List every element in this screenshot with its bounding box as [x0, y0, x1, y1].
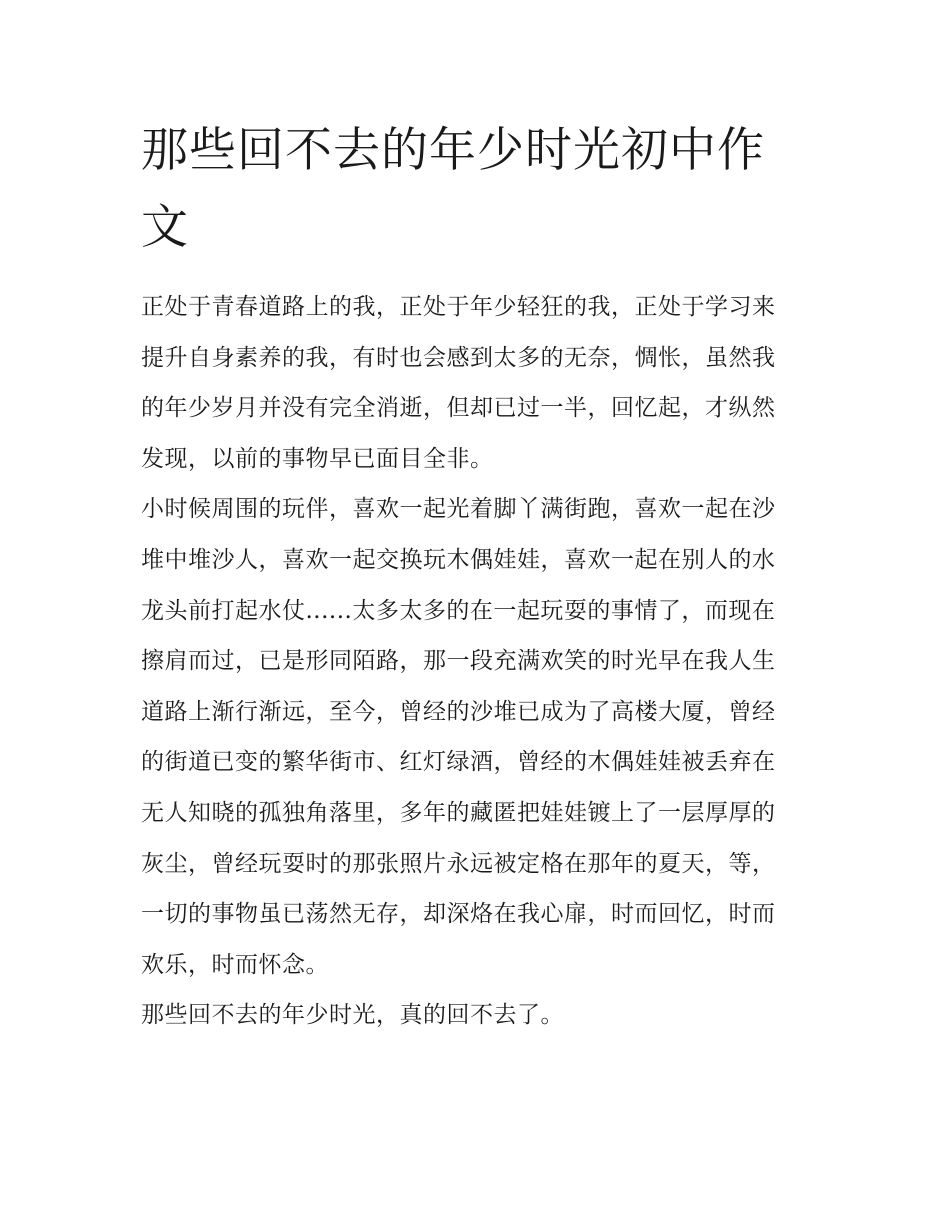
document-title: 那些回不去的年少时光初中作 文	[141, 123, 765, 255]
paragraph-1: 正处于青春道路上的我，正处于年少轻狂的我，正处于学习来 提升自身素养的我，有时也会感到太多的无奈，惆怅，虽然我 的年少岁月并没有完全消逝，但却已过一半，回忆起，才纵然 发现，以前的事物早已面目全非。	[141, 294, 776, 472]
paragraph-3: 那些回不去的年少时光，真的回不去了。	[141, 1002, 564, 1029]
document-body	[141, 282, 813, 1041]
paragraph-2: 小时候周围的玩伴，喜欢一起光着脚丫满街跑，喜欢一起在沙 堆中堆沙人，喜欢一起交换玩木偶娃娃，喜欢一起在别人的水 龙头前打起水仗......太多太多的在一起玩耍的事情了，而现在 擦肩而过，已是形同陌路，那一段充满欢笑的时光早在我人生 道路上渐行渐远，至今，曾经的沙堆已成为了高楼大厦，曾经 的街道已变的繁华街市、红灯绿酒，曾经的木偶娃娃被丢弃在 无人知晓的孤独角落里，多年的藏匿把娃娃镀上了一层厚厚的 灰尘，曾经玩耍时的那张照片永远被定格在那年的夏天，等， 一切的事物虽已荡然无存，却深烙在我心扉，时而回忆，时而 欢乐，时而怀念。	[141, 496, 776, 978]
document-content	[141, 112, 813, 1041]
